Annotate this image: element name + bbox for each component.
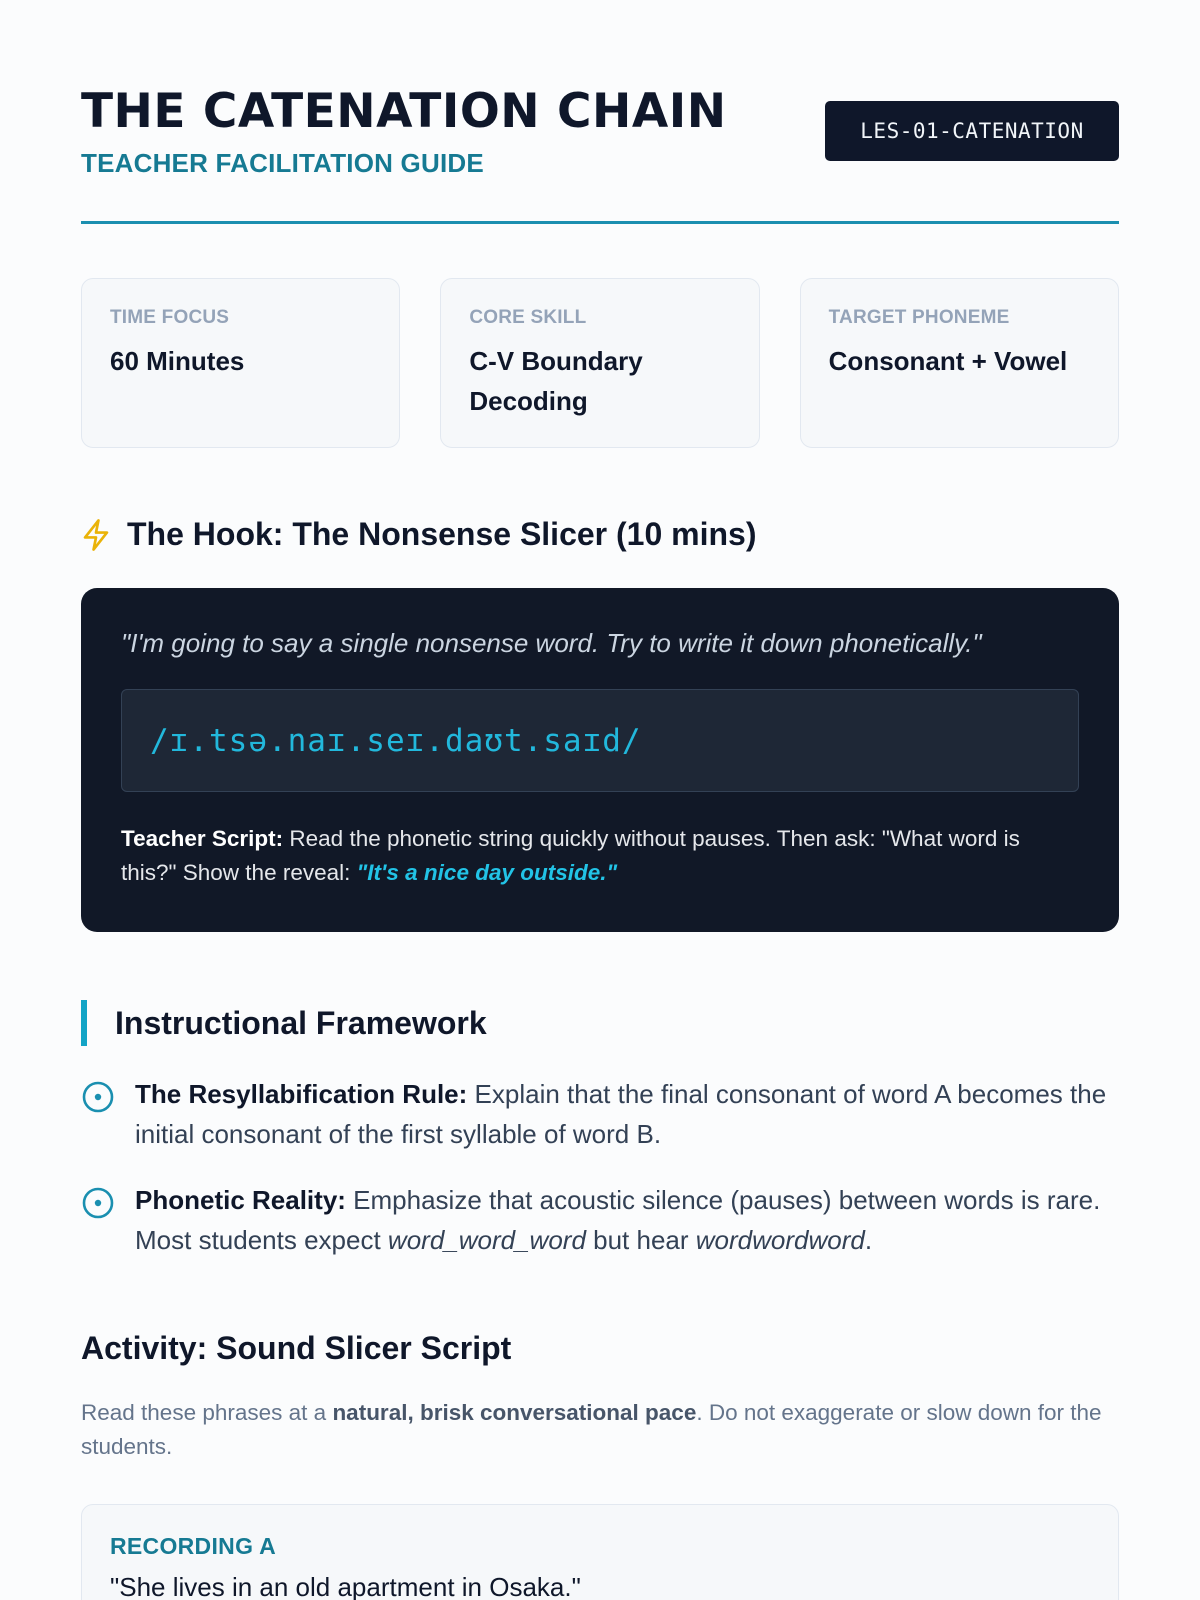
framework-list	[81, 1074, 1119, 1286]
phonetic-string: /ɪ.tsə.naɪ.seɪ.daʊt.saɪd/	[121, 689, 1079, 792]
framework-item-body: Explain that the final consonant of word A becomes the initial consonant of the first syllable of word B.	[135, 1079, 1107, 1149]
card-value: 60 Minutes	[110, 346, 245, 376]
framework-item-phonetic-reality	[81, 1180, 1119, 1260]
heading-accent-bar	[81, 1000, 87, 1046]
info-card-core-skill	[440, 278, 759, 448]
info-card-time-focus	[81, 278, 400, 448]
lightning-bolt-icon	[81, 518, 111, 552]
framework-heading-text: Instructional Framework	[115, 1004, 487, 1041]
page-header	[81, 84, 1119, 224]
framework-item-body: but hear	[593, 1225, 689, 1255]
hook-quote: "I'm going to say a single nonsense word. Try to write it down phonetically."	[121, 628, 982, 658]
lesson-code-badge: LES-01-CATENATION	[825, 101, 1119, 161]
framework-item-emphasis: word_word_word	[387, 1225, 586, 1255]
activity-intro-text: . Do not exaggerate or slow down for the students.	[81, 1400, 1102, 1459]
card-label: TIME FOCUS	[110, 307, 230, 328]
card-label: TARGET PHONEME	[828, 307, 1010, 328]
page-subtitle: TEACHER FACILITATION GUIDE	[81, 148, 484, 178]
reveal-phrase: "It's a nice day outside."	[356, 860, 618, 885]
teacher-script-text: Read the phonetic string quickly without pauses. Then ask: "What word is this?" Show the reveal:	[121, 826, 1020, 885]
framework-item-label: Phonetic Reality:	[135, 1185, 346, 1215]
card-value: Consonant + Vowel	[828, 346, 1068, 376]
framework-item-body: .	[864, 1225, 873, 1255]
hook-panel	[81, 588, 1119, 932]
activity-intro	[81, 1396, 1119, 1464]
framework-item-text	[135, 1074, 1119, 1154]
framework-item-emphasis: wordwordword	[695, 1225, 865, 1255]
recording-card-a	[81, 1504, 1119, 1600]
framework-item-body: Emphasize that acoustic silence (pauses) between words is rare. Most students expect	[135, 1185, 1101, 1255]
teacher-script-label: Teacher Script:	[121, 826, 284, 851]
info-card-target-phoneme	[800, 278, 1119, 448]
card-label: CORE SKILL	[469, 307, 587, 328]
teacher-script	[121, 822, 1079, 890]
activity-intro-text: Read these phrases at a	[81, 1400, 327, 1425]
framework-item-text	[135, 1180, 1119, 1260]
target-circle-icon	[81, 1080, 115, 1114]
activity-heading: Activity: Sound Slicer Script	[81, 1330, 512, 1366]
recording-phrase: "She lives in an old apartment in Osaka."	[110, 1572, 581, 1600]
lesson-info-cards	[81, 278, 1119, 448]
card-value: C-V Boundary Decoding	[469, 346, 643, 416]
hook-section-heading	[81, 516, 756, 553]
framework-item-label: The Resyllabification Rule:	[135, 1079, 468, 1109]
framework-section-heading	[81, 1000, 487, 1046]
target-circle-icon	[81, 1186, 115, 1220]
framework-item-resyllabification	[81, 1074, 1119, 1154]
recording-label: RECORDING A	[110, 1533, 277, 1559]
page-title: THE CATENATION CHAIN	[81, 84, 727, 139]
hook-heading-text: The Hook: The Nonsense Slicer (10 mins)	[127, 516, 757, 552]
activity-intro-emphasis: natural, brisk conversational pace	[332, 1400, 697, 1425]
